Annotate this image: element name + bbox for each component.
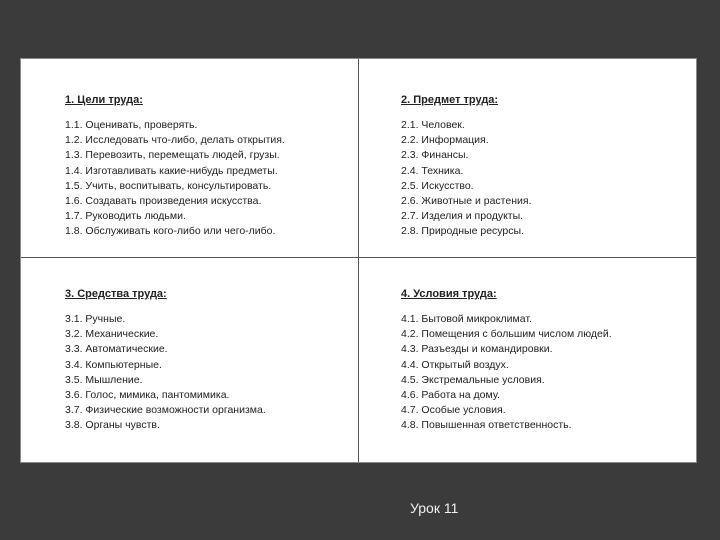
list-item: 2.1. Человек. (401, 119, 465, 131)
list-item: 1.7. Руководить людьми. (65, 210, 186, 223)
quadrant-goals-of-work (65, 93, 365, 240)
list-item: 4.7. Особые условия. (401, 404, 506, 417)
list-item: 4.2. Помещения с большим числом людей. (401, 328, 612, 341)
list-item: 1.4. Изготавливать какие-нибудь предметы. (65, 164, 278, 177)
list-item: 3.8. Органы чувств. (65, 419, 160, 432)
list-item: 4.5. Экстремальные условия. (401, 373, 545, 386)
quadrant-title: 3. Средства труда: (65, 288, 167, 300)
document-table (20, 58, 697, 463)
list-item: 4.1. Бытовой микроклимат. (401, 313, 532, 325)
list-item: 3.4. Компьютерные. (65, 358, 162, 371)
list-item: 2.2. Информация. (401, 134, 489, 147)
list-item: 1.6. Создавать произведения искусства. (65, 195, 262, 208)
list-item: 2.6. Животные и растения. (401, 195, 532, 208)
quadrant-list (65, 312, 365, 434)
quadrant-means-of-work (65, 287, 365, 434)
list-item: 1.3. Перевозить, перемещать людей, грузы. (65, 149, 280, 162)
quadrant-list (65, 118, 365, 240)
list-item: 1.8. Обслуживать кого-либо или чего-либо. (65, 225, 276, 238)
list-item: 2.7. Изделия и продукты. (401, 210, 524, 223)
list-item: 4.6. Работа на дому. (401, 389, 500, 402)
list-item: 3.6. Голос, мимика, пантомимика. (65, 389, 230, 402)
list-item: 2.8. Природные ресурсы. (401, 225, 524, 238)
list-item: 4.8. Повышенная ответственность. (401, 419, 572, 432)
list-item: 1.2. Исследовать что-либо, делать открытия. (65, 134, 285, 147)
quadrant-subject-of-work (401, 93, 701, 240)
list-item: 3.2. Механические. (65, 328, 159, 341)
quadrant-title: 2. Предмет труда: (401, 94, 499, 106)
quadrant-title: 4. Условия труда: (401, 288, 497, 300)
list-item: 1.5. Учить, воспитывать, консультировать. (65, 179, 272, 192)
list-item: 2.4. Техника. (401, 164, 464, 177)
list-item: 3.1. Ручные. (65, 313, 126, 325)
list-item: 2.5. Искусство. (401, 179, 474, 192)
quadrant-conditions-of-work (401, 287, 701, 434)
list-item: 1.1. Оценивать, проверять. (65, 119, 198, 131)
table-divider-horizontal (21, 257, 696, 258)
quadrant-title: 1. Цели труда: (65, 94, 143, 106)
list-item: 4.3. Разъезды и командировки. (401, 343, 553, 356)
quadrant-list (401, 118, 701, 240)
lesson-label: Урок 11 (410, 500, 459, 516)
list-item: 2.3. Финансы. (401, 149, 469, 162)
quadrant-list (401, 312, 701, 434)
list-item: 3.5. Мышление. (65, 373, 143, 386)
list-item: 4.4. Открытый воздух. (401, 358, 509, 371)
list-item: 3.3. Автоматические. (65, 343, 168, 356)
list-item: 3.7. Физические возможности организма. (65, 404, 266, 417)
